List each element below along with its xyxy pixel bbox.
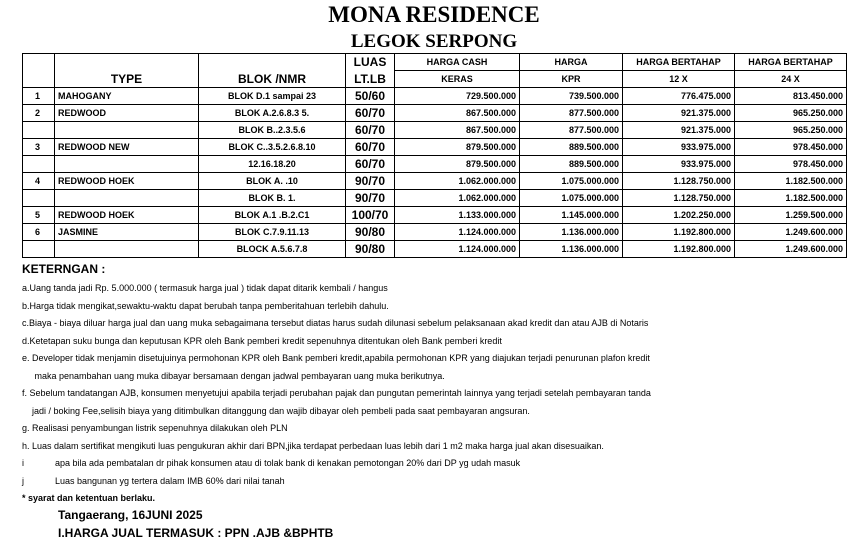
header-kpr-bottom: KPR	[520, 71, 623, 88]
row-number: 1	[23, 88, 55, 105]
row-kpr: 877.500.000	[520, 122, 623, 139]
row-number: 3	[23, 139, 55, 156]
row-type: REDWOOD NEW	[55, 139, 199, 156]
row-12x: 921.375.000	[623, 105, 735, 122]
row-cash: 879.500.000	[395, 139, 520, 156]
header-cell	[199, 54, 346, 71]
row-12x: 921.375.000	[623, 122, 735, 139]
row-luas: 60/70	[346, 122, 395, 139]
row-12x: 933.975.000	[623, 156, 735, 173]
row-type: REDWOOD HOEK	[55, 207, 199, 224]
note-text: h. Luas dalam sertifikat mengikuti luas pengukuran akhir dari BPN,jika terdapat perbedaan luas lebih dari 1 m2 maka harga jual akan disesuaikan.	[22, 440, 604, 451]
row-type	[55, 241, 199, 258]
row-blok: BLOK A.2.6.8.3 5.	[199, 105, 346, 122]
row-luas: 90/70	[346, 173, 395, 190]
row-cash: 1.124.000.000	[395, 224, 520, 241]
row-blok: BLOK B..2.3.5.6	[199, 122, 346, 139]
price-table	[22, 53, 847, 258]
table-row	[23, 207, 847, 224]
row-24x: 1.259.500.000	[735, 207, 847, 224]
signature-place-date: Tangaerang, 16JUNI 2025	[58, 508, 203, 522]
row-type	[55, 122, 199, 139]
table-row	[23, 122, 847, 139]
row-24x: 965.250.000	[735, 105, 847, 122]
price-includes-note: I.HARGA JUAL TERMASUK : PPN .AJB &BPHTB	[58, 526, 334, 540]
row-blok: BLOK B. 1.	[199, 190, 346, 207]
row-24x: 1.249.600.000	[735, 241, 847, 258]
row-luas: 60/70	[346, 156, 395, 173]
row-type	[55, 156, 199, 173]
row-luas: 90/80	[346, 224, 395, 241]
header-cell	[55, 54, 199, 71]
row-blok: BLOK A.1 .B.2.C1	[199, 207, 346, 224]
header-luas-top: LUAS	[346, 54, 395, 71]
row-number: 2	[23, 105, 55, 122]
row-kpr: 889.500.000	[520, 156, 623, 173]
note-item	[22, 420, 862, 438]
table-row	[23, 88, 847, 105]
row-type: REDWOOD	[55, 105, 199, 122]
note-item	[22, 368, 862, 386]
row-cash: 867.500.000	[395, 122, 520, 139]
table-row	[23, 190, 847, 207]
header-kpr-top: HARGA	[520, 54, 623, 71]
page-title: MONA RESIDENCE	[328, 2, 540, 27]
row-number: 5	[23, 207, 55, 224]
table-header-row-bottom	[23, 71, 847, 88]
row-number: 6	[23, 224, 55, 241]
row-kpr: 1.075.000.000	[520, 190, 623, 207]
row-12x: 1.128.750.000	[623, 173, 735, 190]
table-row	[23, 156, 847, 173]
row-cash: 729.500.000	[395, 88, 520, 105]
row-12x: 933.975.000	[623, 139, 735, 156]
row-24x: 1.249.600.000	[735, 224, 847, 241]
row-cash: 1.062.000.000	[395, 190, 520, 207]
note-item	[22, 385, 862, 403]
notes-section	[22, 262, 862, 508]
header-24x-bottom: 24 X	[735, 71, 847, 88]
table-row	[23, 139, 847, 156]
row-cash: 867.500.000	[395, 105, 520, 122]
row-12x: 1.128.750.000	[623, 190, 735, 207]
row-cash: 879.500.000	[395, 156, 520, 173]
row-type: JASMINE	[55, 224, 199, 241]
row-24x: 965.250.000	[735, 122, 847, 139]
row-luas: 90/70	[346, 190, 395, 207]
notes-heading: KETERNGAN :	[22, 262, 106, 276]
row-24x: 978.450.000	[735, 156, 847, 173]
header-cell	[23, 54, 55, 71]
header-cash-top: HARGA CASH	[395, 54, 520, 71]
header-12x-top: HARGA BERTAHAP	[623, 54, 735, 71]
note-letter: j	[22, 475, 24, 486]
row-24x: 813.450.000	[735, 88, 847, 105]
header-blok: BLOK /NMR	[199, 71, 346, 88]
note-item	[22, 490, 862, 508]
note-text: c.Biaya - biaya diluar harga jual dan uang muka sebagaimana tersebut diatas harus sudah dilunasi sebelum pelaksanaan akad kredit dan atau AJB di Notaris	[22, 318, 649, 328]
row-24x: 978.450.000	[735, 139, 847, 156]
note-item	[22, 280, 862, 298]
row-12x: 776.475.000	[623, 88, 735, 105]
table-row	[23, 241, 847, 258]
row-cash: 1.062.000.000	[395, 173, 520, 190]
row-number	[23, 122, 55, 139]
note-item	[22, 473, 862, 491]
row-type: REDWOOD HOEK	[55, 173, 199, 190]
row-kpr: 739.500.000	[520, 88, 623, 105]
row-12x: 1.202.250.000	[623, 207, 735, 224]
note-text: apa bila ada pembatalan dr pihak konsumen atau di tolak bank di kenakan pemotongan 20% dari DP yg udah masuk	[55, 458, 521, 468]
row-number: 4	[23, 173, 55, 190]
note-item	[22, 298, 862, 316]
note-text: maka penambahan uang muka dibayar bersamaan dengan jadwal pembayaran uang muka berikutnya.	[22, 370, 445, 381]
row-number	[23, 190, 55, 207]
row-cash: 1.133.000.000	[395, 207, 520, 224]
table-row	[23, 224, 847, 241]
row-kpr: 889.500.000	[520, 139, 623, 156]
table-row	[23, 105, 847, 122]
row-kpr: 1.145.000.000	[520, 207, 623, 224]
note-text: Luas bangunan yg tertera dalam IMB 60% dari nilai tanah	[55, 475, 285, 486]
header-cell	[23, 71, 55, 88]
row-kpr: 877.500.000	[520, 105, 623, 122]
row-luas: 100/70	[346, 207, 395, 224]
note-letter: i	[22, 458, 24, 468]
note-item	[22, 455, 862, 473]
page-subtitle: LEGOK SERPONG	[350, 31, 518, 52]
note-item	[22, 403, 862, 421]
row-24x: 1.182.500.000	[735, 190, 847, 207]
row-number	[23, 156, 55, 173]
row-kpr: 1.136.000.000	[520, 241, 623, 258]
note-item	[22, 438, 862, 456]
row-type: MAHOGANY	[55, 88, 199, 105]
note-text: * syarat dan ketentuan berlaku.	[22, 493, 156, 503]
row-luas: 60/70	[346, 105, 395, 122]
header-24x-top: HARGA BERTAHAP	[735, 54, 847, 71]
note-text: d.Ketetapan suku bunga dan keputusan KPR oleh Bank pemberi kredit sepenuhnya ditentukan oleh Bank pemberi kredit	[22, 335, 502, 346]
header-12x-bottom: 12 X	[623, 71, 735, 88]
row-kpr: 1.075.000.000	[520, 173, 623, 190]
note-text: b.Harga tidak mengikat,sewaktu-waktu dapat berubah tanpa pemberitahuan terlebih dahulu.	[22, 300, 389, 311]
row-number	[23, 241, 55, 258]
row-cash: 1.124.000.000	[395, 241, 520, 258]
header-type: TYPE	[55, 71, 199, 88]
note-text: g. Realisasi penyambungan listrik sepenuhnya dilakukan oleh PLN	[22, 423, 288, 433]
row-24x: 1.182.500.000	[735, 173, 847, 190]
note-text: a.Uang tanda jadi Rp. 5.000.000 ( termasuk harga jual ) tidak dapat ditarik kembali / hangus	[22, 283, 388, 293]
note-text: jadi / boking Fee,selisih biaya yang ditimbulkan ditanggung dan wajib dibayar oleh pembeli pada saat pembayaran angsuran.	[22, 405, 530, 416]
table-row	[23, 173, 847, 190]
row-kpr: 1.136.000.000	[520, 224, 623, 241]
note-item	[22, 350, 862, 368]
row-blok: BLOCK A.5.6.7.8	[199, 241, 346, 258]
table-header-row-top	[23, 54, 847, 71]
row-blok: BLOK C..3.5.2.6.8.10	[199, 139, 346, 156]
note-text: f. Sebelum tandatangan AJB, konsumen menyetujui apabila terjadi perubahan pajak dan pungutan pemerintah lainnya yang terjadi setelah pembayaran tanda	[22, 388, 651, 398]
row-luas: 90/80	[346, 241, 395, 258]
row-luas: 60/70	[346, 139, 395, 156]
note-text: e. Developer tidak menjamin disetujuinya permohonan KPR oleh Bank pemberi kredit,apabila permohonan KPR yang diajukan terjadi penurunan plafon kredit	[22, 353, 650, 363]
row-12x: 1.192.800.000	[623, 224, 735, 241]
row-blok: BLOK A. .10	[199, 173, 346, 190]
row-blok: 12.16.18.20	[199, 156, 346, 173]
row-luas: 50/60	[346, 88, 395, 105]
note-item	[22, 333, 862, 351]
header-cash-bottom: KERAS	[395, 71, 520, 88]
row-blok: BLOK C.7.9.11.13	[199, 224, 346, 241]
row-12x: 1.192.800.000	[623, 241, 735, 258]
header-luas-bottom: LT.LB	[346, 71, 395, 88]
note-item	[22, 315, 862, 333]
row-type	[55, 190, 199, 207]
row-blok: BLOK D.1 sampai 23	[199, 88, 346, 105]
